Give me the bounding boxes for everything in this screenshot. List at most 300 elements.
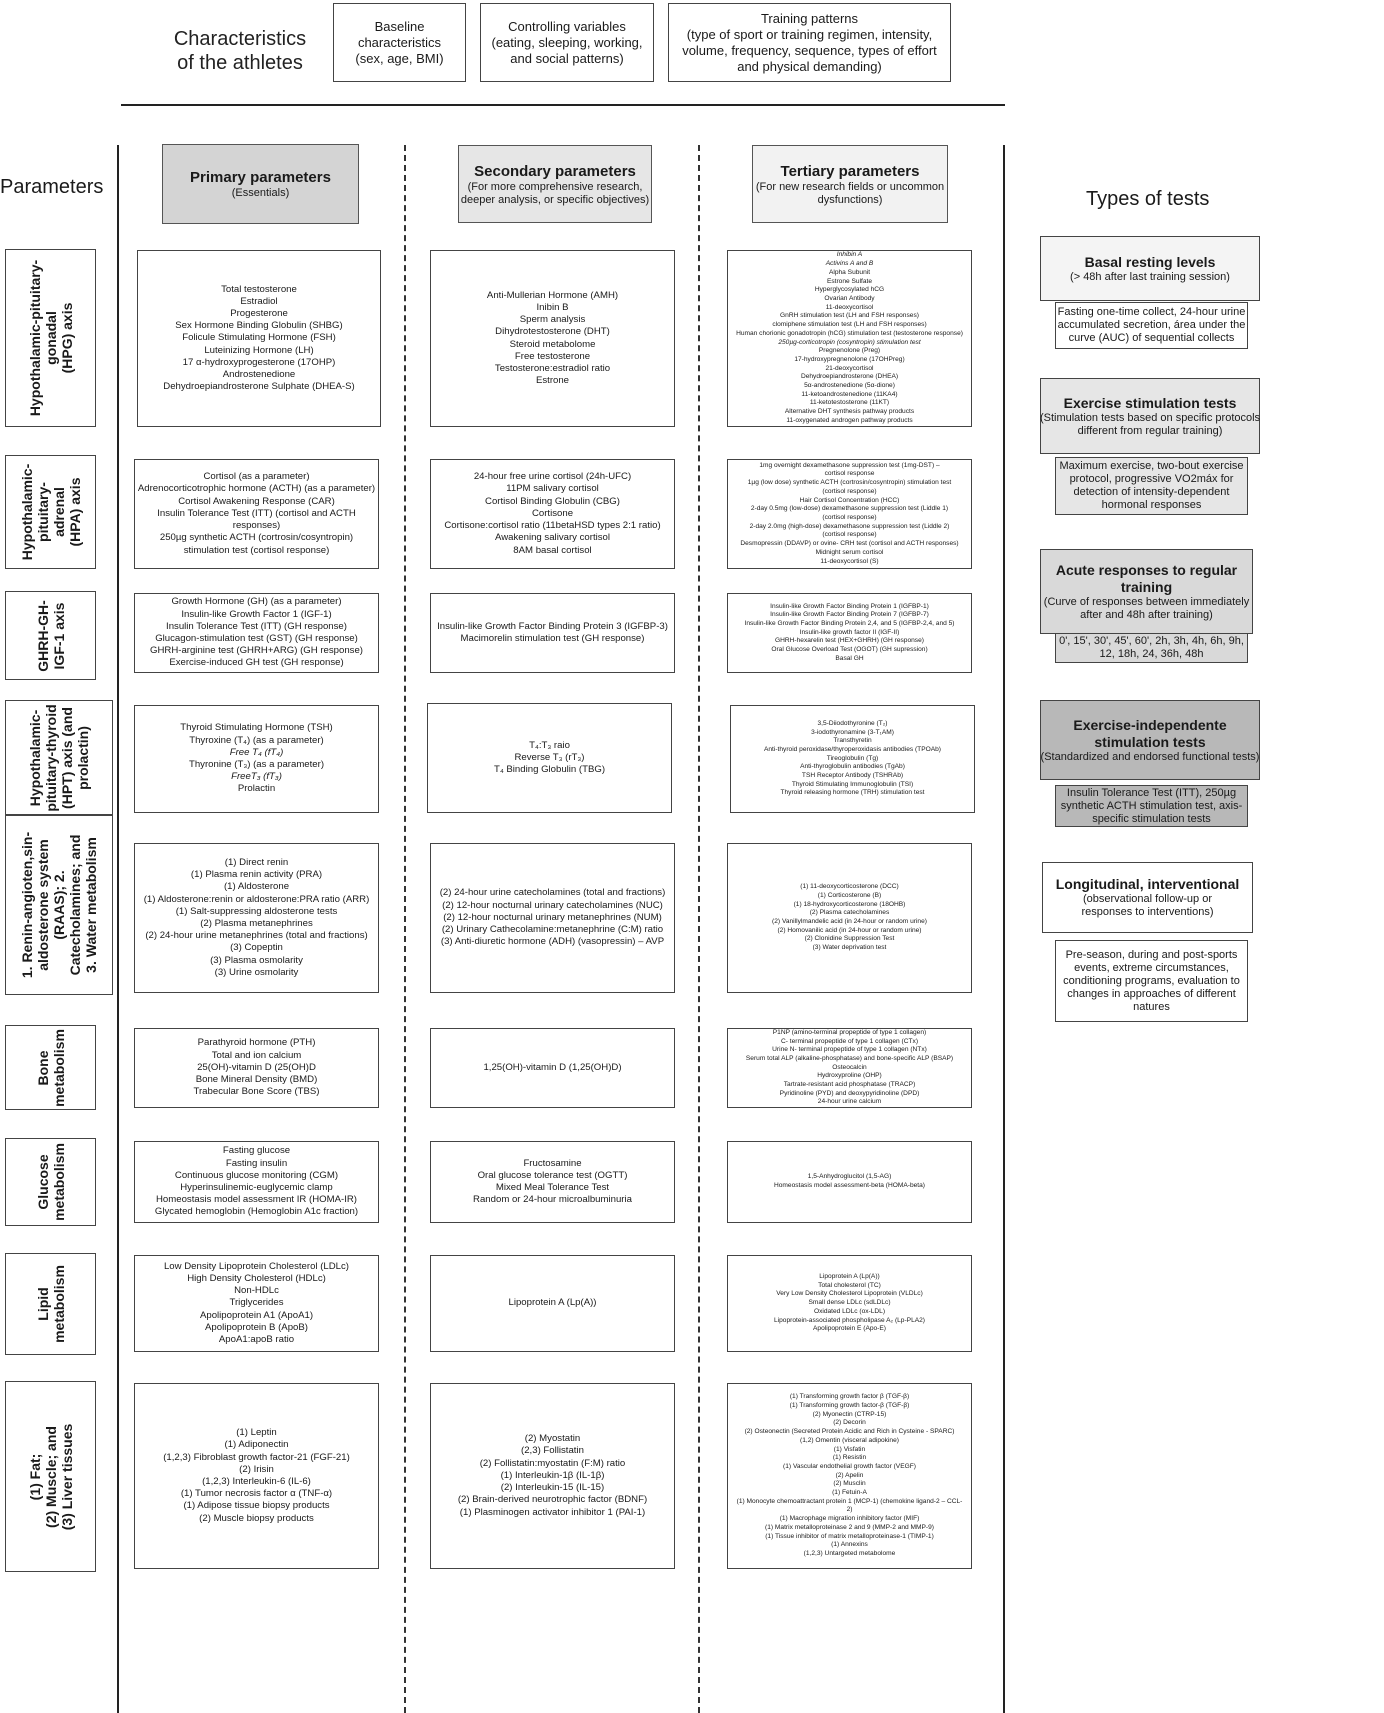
text-line: stimulation tests [1094,733,1206,750]
text-line: Hyperinsulinemic-euglycemic clamp [180,1182,333,1193]
text-line: Ovarian Antibody [824,294,875,302]
text-line: Catecholamines; and [67,834,83,976]
text-line: (3) Plasma osmolarity [210,954,303,966]
text-line: cortisol response [824,470,875,478]
text-line: hormonal responses [1101,499,1202,511]
text-line: (1) Plasminogen activator inhibitor 1 (PAI-1) [459,1506,646,1518]
primary-box-lipid [134,1255,379,1352]
text-line: Luteinizing Hormone (LH) [204,344,314,356]
test-exercise-independent [1040,700,1260,780]
text-line: (2) Musclin [833,1480,866,1488]
tertiary-box-hpt [730,705,975,813]
text-line: (2) Urinary Cathecolamine:metanephrine (C:M) ratio [441,924,664,936]
tertiary-box-gh [727,593,972,673]
text-line: (1,2,3) Untargeted metabolome [803,1549,896,1557]
test-basal-resting-detail [1055,302,1248,349]
text-line: specific stimulation tests [1092,812,1211,825]
text-line: Inibin B [536,301,569,313]
text-line: 250µg synthetic ACTH (cortrosin/cosyntropin) [159,532,354,544]
text-line: 12, 18h, 24, 36h, 48h [1099,648,1204,660]
text-line: and social patterns) [510,50,624,66]
secondary-box-lipid [430,1255,675,1352]
text-line: 8AM basal cortisol [513,544,592,556]
text-line: 11-ketotestosterone (11KT) [809,399,890,407]
text-line: (1) Interleukin-1β (IL-1β) [500,1469,605,1481]
text-line: (2) 12-hour nocturnal urinary catecholamines (NUC) [442,899,663,911]
text-line: 2) [846,1506,853,1514]
text-line: stimulation test (cortisol response) [183,544,330,556]
text-line: Oral Glucose Overload Test (OGOT) (GH supression) [771,646,928,654]
text-line: Cortisol Binding Globulin (CBG) [485,495,620,507]
text-line: Anti-Mullerian Hormone (AMH) [486,289,619,301]
tertiary-box-hpg [727,250,972,427]
text-line: GnRH stimulation test (LH and FSH responses) [780,312,919,320]
text-line: (observational follow-up or [1082,893,1212,905]
secondary-box-gh [430,593,675,673]
text-line: Androstenedione [222,369,296,380]
test-basal-resting [1040,236,1260,301]
primary-box-raas [134,843,379,993]
tertiary-box-bone [727,1028,972,1108]
text-line: (Stimulation tests based on specific protocols [1039,411,1261,424]
text-line: Thyronine (T₃) (as a parameter) [188,759,325,770]
text-line: Hypothalamic- [18,463,35,561]
text-line: (eating, sleeping, working, [491,34,643,50]
text-line: Mixed Meal Tolerance Test [495,1182,610,1193]
right-divider [1003,145,1005,1713]
text-line: Fasting glucose [222,1145,291,1157]
text-line: Transthyretin [833,737,872,745]
text-line: (2) Myonectin (CTRP-15) [812,1410,887,1418]
row-label-tissues [5,1381,96,1572]
test-exercise-stimulation [1040,378,1260,454]
text-line: (Essentials) [231,187,290,199]
text-line: Hydroxyproline (OHP) [817,1072,882,1080]
text-line: Steroid metabolome [509,338,596,350]
text-line: (cortisol response) [822,487,877,495]
text-line: Exercise-independente [1073,716,1227,733]
header-divider [121,104,1005,106]
text-line: (3) Anti-diuretic hormone (ADH) (vasopressin) – AVP [440,936,665,948]
text-line: 1µg (low dose) synthetic ACTH (cortrosin/cosyntropin) stimulation test [747,479,952,487]
text-line: Bone [34,1050,51,1085]
text-line: Homeostasis model assessment IR (HOMA-IR) [156,1194,357,1206]
text-line: Insulin-like Growth Factor 1 (IGF-1) [181,608,332,620]
text-line: (1) Tissue inhibitor of matrix metalloproteinase-1 (TIMP-1) [765,1532,934,1540]
text-line: pituitary- [34,482,51,542]
text-line: Free T₄ (fT₄) [229,746,284,758]
text-line: natures [1133,1000,1170,1013]
text-line: Estrone Sulfate [826,277,873,285]
primary-box-tissues [134,1383,379,1569]
text-line: Apolipoprotein B (ApoB) [205,1321,308,1333]
text-line: Macimorelin stimulation test (GH response) [460,633,645,644]
text-line: 24-hour free urine cortisol (24h-UFC) [473,471,632,483]
text-line: Pyridinoline (PYD) and deoxypyridinoline (DPD) [779,1089,920,1097]
text-line: Human chorionic gonadotropin (hCG) stimulation test (testosterone response) [736,329,963,337]
text-line: adrenal [50,487,67,537]
text-line: (1) Monocyte chemoattractant protein 1 (MCP-1) (chemokine ligand-2 – CCL- [736,1497,963,1505]
text-line: synthetic ACTH stimulation test, axis- [1060,799,1243,812]
text-line: Maximum exercise, two-bout exercise [1059,460,1244,472]
text-line: (sex, age, BMI) [355,50,444,66]
row-label-raas [5,815,113,995]
text-line: Continuous glucose monitoring (CGM) [174,1169,339,1181]
text-line: (2) Follistatin:myostatin (F:M) ratio [479,1457,626,1469]
text-line: P1NP (amino-terminal propeptide of type 1 collagen) [772,1028,927,1036]
text-line: 5α-androstenedione (5α-dione) [804,382,895,390]
text-line: Dihydrotestosterone (DHT) [495,326,610,338]
row-label-lipid [5,1253,96,1355]
text-line: Triglycerides [229,1297,284,1309]
text-line: Oxidated LDLc (ox-LDL) [813,1307,886,1315]
text-line: Urine N- terminal propeptide of type 1 collagen (NTx) [772,1046,927,1054]
text-line: Lipoprotein-associated phospholipase A₂ (Lp-PLA2) [773,1316,925,1324]
text-line: Training patterns [760,10,859,26]
text-line: conditioning programs, evaluation to [1063,974,1240,987]
text-line: Pre-season, during and post-sports [1065,948,1238,961]
text-line: (2) 24-hour urine catecholamines (total and fractions) [439,887,666,899]
text-line: 11-oxygenated androgen pathway products [786,416,913,424]
parameters-label: Parameters [0,176,104,198]
text-line: 3-iodothyronamine (3-T₁AM) [811,728,894,736]
text-line: Random or 24-hour microalbuminuria [473,1194,632,1206]
text-line: characteristics [357,34,442,50]
text-line: (1) Adipose tissue biopsy products [183,1500,330,1512]
dashed-divider-2 [698,145,700,1713]
text-line: Apolipoprotein E (Apo-E) [813,1325,886,1333]
text-line: (1) Fat; [26,1453,43,1500]
text-line: Hair Cortisol Concentration (HCC) [799,496,900,504]
test-longitudinal [1042,862,1253,933]
text-line: (1) Plasma renin activity (PRA) [190,869,323,881]
text-line: Growth Hormone (GH) (as a parameter) [171,596,342,608]
text-line: Tartrate-resistant acid phosphatase (TRACP) [783,1081,916,1089]
row-label-hpg [5,249,96,427]
text-line: (> 48h after last training session) [1070,270,1230,283]
text-line: 17 α-hydroxyprogesterone (17OHP) [182,356,336,368]
text-line: (3) Liver tissues [58,1423,75,1530]
text-line: (HPG) axis [58,302,75,374]
text-line: (2) Plasma metanephrines [200,918,313,929]
text-line: (2) 12-hour nocturnal urinary metanephrines (NUM) [443,911,662,923]
text-line: (1) Matrix metalloproteinase 2 and 9 (MMP-2 and MMP-9) [765,1523,934,1531]
text-line: Exercise-induced GH test (GH response) [169,657,344,669]
text-line: (RAAS); 2. [51,870,67,940]
text-line: Cortisol Awakening Response (CAR) [178,495,335,507]
text-line: responses) [232,520,281,532]
tertiary-box-raas [727,843,972,993]
characteristics-title [155,27,325,75]
text-line: Dehydroepiandrosterone (DHEA) [800,373,899,381]
text-line: Pregnenolone (Preg) [818,347,881,355]
text-line: (HPT) axis (and [59,706,75,809]
text-line: Hypothalamic-pituitary- [26,259,43,417]
text-line: Parathyroid hormone (PTH) [197,1037,316,1049]
text-line: (1) Aldosterone [223,881,290,893]
text-line: Homeostasis model assessment-beta (HOMA-beta) [774,1182,925,1189]
test-acute-responses-detail [1055,633,1248,663]
text-line: Glycated hemoglobin (Hemoglobin A1c fraction) [154,1206,359,1218]
text-line: Oral glucose tolerance test (OGTT) [477,1169,628,1181]
text-line: Characteristics [173,28,307,50]
text-line: Apolipoprotein A1 (ApoA1) [199,1309,314,1321]
text-line: Lipid [34,1287,51,1321]
baseline-characteristics-box [333,3,466,82]
test-exercise-stimulation-detail [1055,457,1248,515]
row-label-bone [5,1025,96,1110]
text-line: 1,25(OH)-vitamin D (1,25(OH)D) [483,1061,622,1073]
text-line: Testosterone:estradiol ratio [494,362,611,374]
secondary-subtitle [461,181,649,207]
text-line: (1) Tumor necrosis factor α (TNF-α) [180,1488,333,1500]
text-line: (1) Transforming growth factor β (TGF-β) [789,1393,910,1401]
text-line: (1) Resistin [832,1454,867,1462]
test-longitudinal-detail [1055,940,1248,1022]
text-line: Dehydroepiandrosterone Sulphate (DHEA-S) [163,381,355,393]
text-line: 3. Water metabolism [83,837,99,973]
text-line: (2) Homovanilic acid (in 24-hour or random urine) [777,926,922,934]
text-line: Serum total ALP (alkaline-phosphatase) and bone-specific ALP (BSAP) [745,1054,954,1062]
controlling-variables-box [480,3,654,82]
text-line: (1) Fetuin-A [832,1489,867,1497]
text-line: C- terminal propeptide of type 1 collagen (CTx) [780,1037,919,1045]
text-line: 2-day 0.5mg (low-dose) dexamethasone suppression test (Liddle 1) [750,505,949,513]
text-line: Controlling variables [508,18,626,34]
text-line: Tireoglobulin (Tg) [826,754,879,762]
text-line: Insulin-like Growth Factor Binding Protein 1 (IGFBP-1) [770,602,929,610]
text-line: Free testosterone [514,350,591,362]
text-line: 25(OH)-vitamin D (25(OH)D [197,1061,316,1073]
text-line: Cortisol (as a parameter) [203,471,310,483]
secondary-title: Secondary parameters [474,162,636,180]
text-line: Thyroid releasing hormone (TRH) stimulation test [780,789,925,797]
text-line: dysfunctions) [817,193,883,206]
tertiary-parameters-header [752,145,948,223]
text-line: (2) Decorin [833,1419,866,1427]
row-label-glucose [5,1138,96,1226]
text-line: Inhibin A [836,251,863,259]
text-line: TSH Receptor Antibody (TSHRAb) [801,772,904,780]
text-line: (1,2,3) Fibroblast growth factor-21 (FGF-21) [163,1451,350,1463]
text-line: Small dense LDLc (sdLDLc) [808,1299,891,1307]
text-line: Lipoprotein A (Lp(A)) [819,1273,880,1281]
text-line: metabolism [50,1265,67,1343]
left-divider [117,145,119,1713]
text-line: Basal resting levels [1084,253,1216,270]
text-line: Thyroid Stimulating Immunoglobulin (TSI) [791,780,914,788]
text-line: (1) Direct renin [224,856,289,868]
text-line: (3) Urine osmolarity [214,966,299,978]
text-line: (3) Copeptin [230,942,283,954]
text-line: Thyroxine (T₄) (as a parameter) [189,734,324,746]
training-patterns-box [668,3,951,82]
text-line: Hypothalamic- [27,709,43,806]
text-line: training [1120,578,1173,595]
primary-box-glucose [134,1141,379,1223]
text-line: curve (AUC) of sequential collects [1068,332,1235,344]
text-line: 24-hour urine calcium [817,1098,882,1106]
text-line: Exercise stimulation tests [1063,394,1237,411]
row-label-gh [5,591,96,680]
text-line: Glucagon-stimulation test (GST) (GH response) [155,633,358,644]
text-line: detection of intensity-dependent [1073,486,1230,498]
primary-subtitle [232,187,289,200]
text-line: 1. Renin-angioten,sin- [19,831,35,979]
text-line: changes in approaches of different [1067,987,1236,1000]
text-line: Low Density Lipoprotein Cholesterol (LDLc) [163,1260,350,1272]
text-line: Anti-thyroid peroxidase/thyroperoxidasis antibodies (TPOAb) [763,745,942,753]
text-line: Basal GH [835,654,864,662]
text-line: T₄:T₃ raio [529,739,570,751]
text-line: Insulin Tolerance Test (ITT) (cortisol and ACTH [157,507,356,519]
text-line: Alternative DHT synthesis pathway products [784,408,915,416]
text-line: (2,3) Follistatin [521,1445,584,1457]
text-line: (Standardized and endorsed functional tests) [1040,750,1260,763]
text-line: (2) Plasma catecholamines [809,909,890,917]
text-line: (1) Aldosterone:renin or aldosterone:PRA ratio (ARR) [143,893,370,905]
text-line: Anti-thyroglobulin antibodies (TgAb) [800,763,905,771]
text-line: Acute responses to regular [1055,561,1238,578]
text-line: 21-deoxycortisol [825,364,874,372]
text-line: after and 48h after training) [1080,608,1213,621]
primary-title: Primary parameters [190,169,331,186]
text-line: 17-hydroxypregnenolone (17OHPreg) [794,355,905,363]
text-line: Desmopressin (DDAVP) or ovine- CRH test (cortisol and ACTH responses) [740,540,959,548]
secondary-parameters-header [458,145,652,223]
text-line: Alpha Subunit [828,268,871,276]
text-line: Insulin-like growth factor II (IGF-II) [799,628,900,636]
text-line: (2) Myostatin [524,1433,581,1445]
text-line: Insulin-like Growth Factor Binding Protein 2,4, and 5 (IGFBP-2,4, and 5) [744,619,955,627]
row-label-hpa [5,455,96,569]
text-line: Sperm analysis [519,314,586,326]
text-line: (1) Visfatin [833,1445,866,1453]
text-line: volume, frequency, sequence, types of effort [682,42,937,58]
dashed-divider-1 [404,145,406,1713]
text-line: Awakening salivary cortisol [495,532,610,544]
text-line: different from regular training) [1077,424,1223,437]
secondary-box-raas [430,843,675,993]
text-line: (2) Muscle; and [42,1425,59,1528]
row-label-hpt [5,700,113,815]
text-line: Total testosterone [221,283,297,295]
test-exercise-independent-detail [1055,785,1248,827]
text-line: GHRH-arginine test (GHRH+ARG) (GH response) [150,645,363,657]
tertiary-box-glucose [727,1141,972,1223]
text-line: Activins A and B [825,260,874,268]
text-line: (1) Transforming growth factor-β (TGF-β) [789,1402,910,1410]
text-line: 250µg-corticotropin (cosyntropin) stimulation test [778,338,921,346]
text-line: aldosterone system [35,839,51,971]
text-line: Hyperglycosylated hCG [814,286,885,294]
text-line: 11-deoxycortisol (S) [820,557,879,565]
text-line: GHRH-GH- [34,599,51,672]
text-line: High Density Cholesterol (HDLc) [187,1272,326,1284]
text-line: (1) Adiponectin [224,1439,289,1451]
tertiary-title: Tertiary parameters [780,162,920,180]
text-line: metabolism [50,1028,67,1107]
text-line: (2) Brain-derived neurotrophic factor (BDNF) [457,1494,648,1506]
text-line: (1) 18-hydroxycorticosterone (18OHB) [793,900,906,908]
text-line: (2) Muscle biopsy products [199,1512,314,1524]
text-line: deeper analysis, or specific objectives) [460,193,650,206]
text-line: (2) Vanillylmandelic acid (in 24-hour or random urine) [772,918,927,925]
text-line: Estradiol [240,295,278,307]
secondary-box-hpa [430,459,675,569]
text-line: metabolism [50,1143,67,1221]
text-line: Osteocalcin [832,1063,867,1071]
tertiary-subtitle [756,181,944,207]
text-line: responses to interventions) [1081,906,1214,918]
text-line: Cortisone:cortisol ratio (11betaHSD types 2:1 ratio) [444,520,661,532]
text-line: Lipoprotein A (Lp(A)) [508,1297,597,1309]
text-line: Insulin-like Growth Factor Binding Protein 7 (IGFBP-7) [770,611,929,619]
tertiary-box-tissues [727,1383,972,1569]
text-line: clomiphene stimulation test (LH and FSH responses) [772,321,927,329]
text-line: (1,2) Omentin (visceral adipokine) [800,1436,899,1444]
text-line: (2) 24-hour urine metanephrines (total and fractions) [145,930,368,942]
text-line: (2) Clonidine Suppression Test [804,935,895,943]
primary-box-hpt [134,705,379,813]
tertiary-box-lipid [727,1255,972,1352]
text-line: Total and ion calcium [211,1049,302,1061]
text-line: of the athletes [177,52,303,74]
text-line: Total cholesterol (TC) [818,1281,881,1289]
text-line: Longitudinal, interventional [1055,876,1240,892]
text-line: prolactin) [75,725,91,790]
text-line: Trabecular Bone Score (TBS) [193,1086,320,1098]
primary-box-hpa [134,459,379,569]
text-line: Baseline [374,18,425,34]
secondary-box-hpg [430,250,675,427]
text-line: (HPA) axis [66,477,83,547]
text-line: (1) Salt-suppressing aldosterone tests [175,905,338,917]
text-line: Prolactin [237,783,276,795]
tertiary-box-hpa [727,459,972,569]
text-line: Cortisone [531,507,574,519]
text-line: GHRH-hexarelin test (HEX+GHRH) (GH response) [775,637,924,645]
text-line: (3) Water deprivation test [812,944,887,952]
text-line: (2) Irisin [239,1463,274,1475]
text-line: Insulin-like Growth Factor Binding Protein 3 (IGFBP-3) [437,620,668,632]
text-line: protocol, progressive VO2máx for [1069,473,1234,485]
types-of-tests-label: Types of tests [1086,188,1210,210]
text-line: accumulated secretion, área under the [1057,319,1246,331]
text-line: T₄ Binding Globulin (TBG) [493,764,606,776]
text-line: IGF-1 axis [50,602,67,669]
text-line: Insulin Tolerance Test (ITT), 250µg [1066,786,1237,799]
text-line: Fasting one-time collect, 24-hour urine [1057,306,1246,318]
text-line: (2) Interleukin-15 (IL-15) [500,1482,605,1494]
text-line: 11-deoxycortisol [825,303,874,311]
text-line: (For more comprehensive research, [467,180,643,193]
text-line: and physical demanding) [737,58,882,74]
primary-box-gh [134,593,379,673]
secondary-box-tissues [430,1383,675,1569]
text-line: (1,2,3) Interleukin-6 (IL-6) [202,1476,311,1487]
text-line: Adrenocorticotrophic hormone (ACTH) (as a parameter) [137,483,376,495]
text-line: (1) Corticosterone (B) [817,891,882,899]
text-line: 3,5-Diiodothyronine (T₂) [817,719,888,727]
text-line: (1) 11-deoxycorticosterone (DCC) [800,883,899,891]
primary-parameters-header [162,144,359,224]
text-line: 0', 15', 30', 45', 60', 2h, 3h, 4h, 6h, 9h, [1059,635,1244,647]
text-line: 1mg overnight dexamethasone suppression test (1mg-DST) – [759,461,940,469]
secondary-box-glucose [430,1141,675,1223]
text-line: (type of sport or training regimen, intensity, [686,26,933,42]
text-line: (1) Annexins [831,1541,868,1549]
